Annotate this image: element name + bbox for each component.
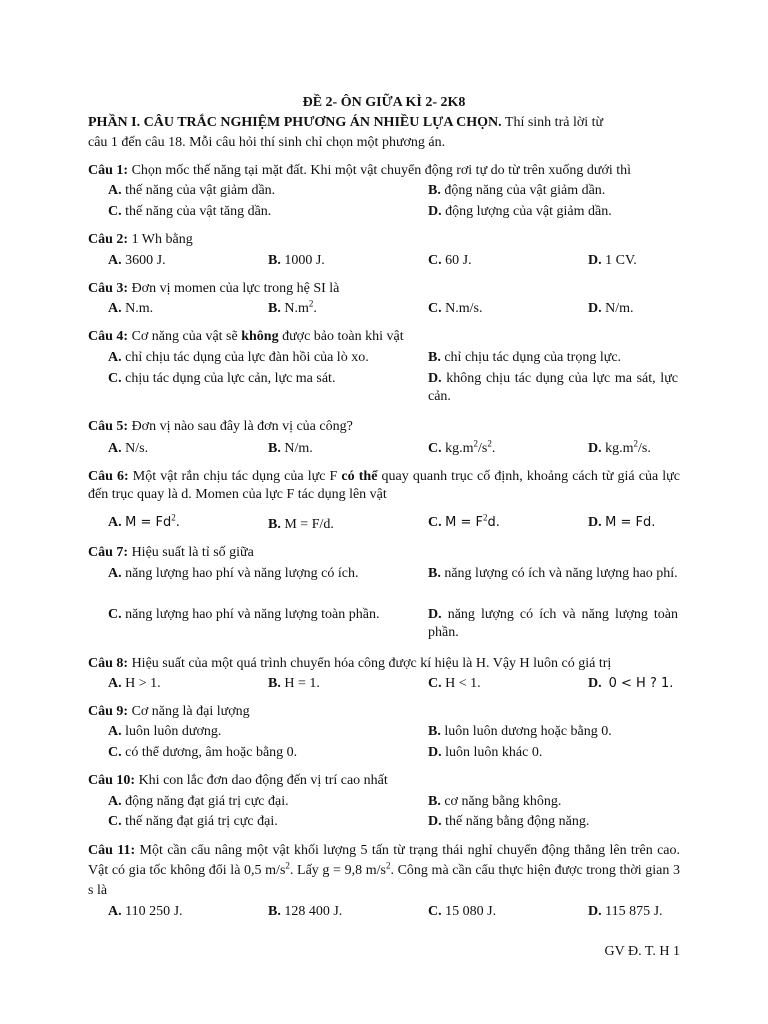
question-label: Câu 1: <box>88 163 129 178</box>
question-1 <box>88 162 688 180</box>
q4-option-b: B. chỉ chịu tác dụng của trọng lực. <box>428 350 622 365</box>
question-9: Câu 9: Cơ năng là đại lượng <box>88 704 250 719</box>
q8-option-b: B. H = 1. <box>268 676 320 691</box>
q10-option-d: D. thế năng bằng động năng. <box>428 814 590 829</box>
question-5: Câu 5: Đơn vị nào sau đây là đơn vị của công? <box>88 419 353 434</box>
part-label: PHẦN I. CÂU TRẮC NGHIỆM PHƯƠNG ÁN NHIỀU LỰA CHỌN. <box>88 115 502 130</box>
question-text: Chọn mốc thế năng tại mặt đất. Khi một vật chuyển động rơi tự do từ trên xuống dưới thì <box>128 163 632 178</box>
q9-option-b: B. luôn luôn dương hoặc bằng 0. <box>428 724 612 739</box>
q1-option-c: C. thế năng của vật tăng dần. <box>108 204 272 219</box>
q5-option-c: C. $kg.m^2/s^2$. <box>428 438 496 456</box>
q8-option-d: D. 0 < H ? 1. <box>588 676 674 691</box>
question-7: Câu 7: Hiệu suất là tỉ số giữa <box>88 545 254 560</box>
q7-option-d: D. năng lượng có ích và năng lượng toàn phần. <box>428 607 679 640</box>
q6-option-d: D. M = Fd. <box>588 515 656 530</box>
q11-option-d: D. 115 875 J. <box>588 904 663 919</box>
question-8: Câu 8: Hiệu suất của một quá trình chuyển hóa công được kí hiệu là H. Vậy H luôn có giá trị <box>88 656 612 671</box>
q3-option-b: B. $N.m^2$. <box>268 298 317 316</box>
part-instruction-2: câu 1 đến câu 18. Mỗi câu hỏi thí sinh chỉ chọn một phương án. <box>88 135 446 150</box>
question-4: Câu 4: Cơ năng của vật sẽ không được bảo toàn khi vật <box>88 329 404 344</box>
q8-option-c: C. H < 1. <box>428 676 481 691</box>
q3-option-c: C. N.m/s. <box>428 301 483 316</box>
q9-option-d: D. luôn luôn khác 0. <box>428 745 543 760</box>
q7-option-b: B. năng lượng có ích và năng lượng hao phí. <box>428 566 678 581</box>
q11-option-c: C. 15 080 J. <box>428 904 497 919</box>
q4-option-a: A. chỉ chịu tác dụng của lực đàn hồi của lò xo. <box>108 350 369 365</box>
q6-option-a: A. $M = Fd^2$. <box>108 512 180 530</box>
q6-option-c: C. $M = F^2d$. <box>428 512 500 530</box>
q10-option-a: A. động năng đạt giá trị cực đại. <box>108 794 289 809</box>
q11-option-a: A. 110 250 J. <box>108 904 183 919</box>
q7-option-c: C. năng lượng hao phí và năng lượng toàn phần. <box>108 607 380 622</box>
q3-option-d: D. N/m. <box>588 301 634 316</box>
part-heading <box>88 114 680 132</box>
exam-title: ĐỀ 2- ÔN GIỮA KÌ 2- 2K8 <box>302 95 466 110</box>
q8-option-a: A. H > 1. <box>108 676 161 691</box>
q2-option-c: C. 60 J. <box>428 253 472 268</box>
q5-option-a: A. N/s. <box>108 441 149 456</box>
q4-option-d: D. không chịu tác dụng của lực ma sát, lực cản. <box>428 371 679 404</box>
q1-option-b: B. động năng của vật giảm dần. <box>428 183 606 198</box>
q9-option-a: A. luôn luôn dương. <box>108 724 222 739</box>
q2-option-a: A. 3600 J. <box>108 253 166 268</box>
q5-option-b: B. N/m. <box>268 441 313 456</box>
q5-option-d: D. $kg.m^2/s$. <box>588 438 651 456</box>
q4-option-c: C. chịu tác dụng của lực cản, lực ma sát. <box>108 371 336 386</box>
q10-option-c: C. thế năng đạt giá trị cực đại. <box>108 814 278 829</box>
question-2: Câu 2: 1 Wh bằng <box>88 232 193 247</box>
q10-option-b: B. cơ năng bằng không. <box>428 794 562 809</box>
page-footer: GV Đ. T. H 1 <box>604 944 680 959</box>
q2-option-b: B. 1000 J. <box>268 253 325 268</box>
q3-option-a: A. N.m. <box>108 301 154 316</box>
q1-option-a: A. thế năng của vật giảm dần. <box>108 183 276 198</box>
question-11: Câu 11: Một cần cẩu nâng một vật khối lượng 5 tấn từ trạng thái nghỉ chuyển động thẳng lên trên cao. Vật có gia tốc không đổi là 0,5 $m/s^2$. Lấy g = 9,8 $m/s^2$. Công mà cần cẩu thực hiện được trong thời gian 3 s là <box>88 843 681 898</box>
q1-option-d: D. động lượng của vật giảm dần. <box>428 204 612 219</box>
q9-option-c: C. có thể dương, âm hoặc bằng 0. <box>108 745 298 760</box>
q11-option-b: B. 128 400 J. <box>268 904 343 919</box>
q2-option-d: D. 1 CV. <box>588 253 637 268</box>
part-instruction-1: Thí sinh trả lời từ <box>501 115 604 130</box>
question-10: Câu 10: Khi con lắc đơn dao động đến vị trí cao nhất <box>88 773 388 788</box>
q6-option-b: B. M = F/d. <box>268 517 334 532</box>
q7-option-a: A. năng lượng hao phí và năng lượng có ích. <box>108 566 359 581</box>
question-3: Câu 3: Đơn vị momen của lực trong hệ SI là <box>88 281 340 296</box>
question-6: Câu 6: Một vật rắn chịu tác dụng của lực F có thể quay quanh trục cố định, khoảng cách từ giá của lực đến trục quay là d. Momen của lực F tác dụng lên vật <box>88 469 680 502</box>
